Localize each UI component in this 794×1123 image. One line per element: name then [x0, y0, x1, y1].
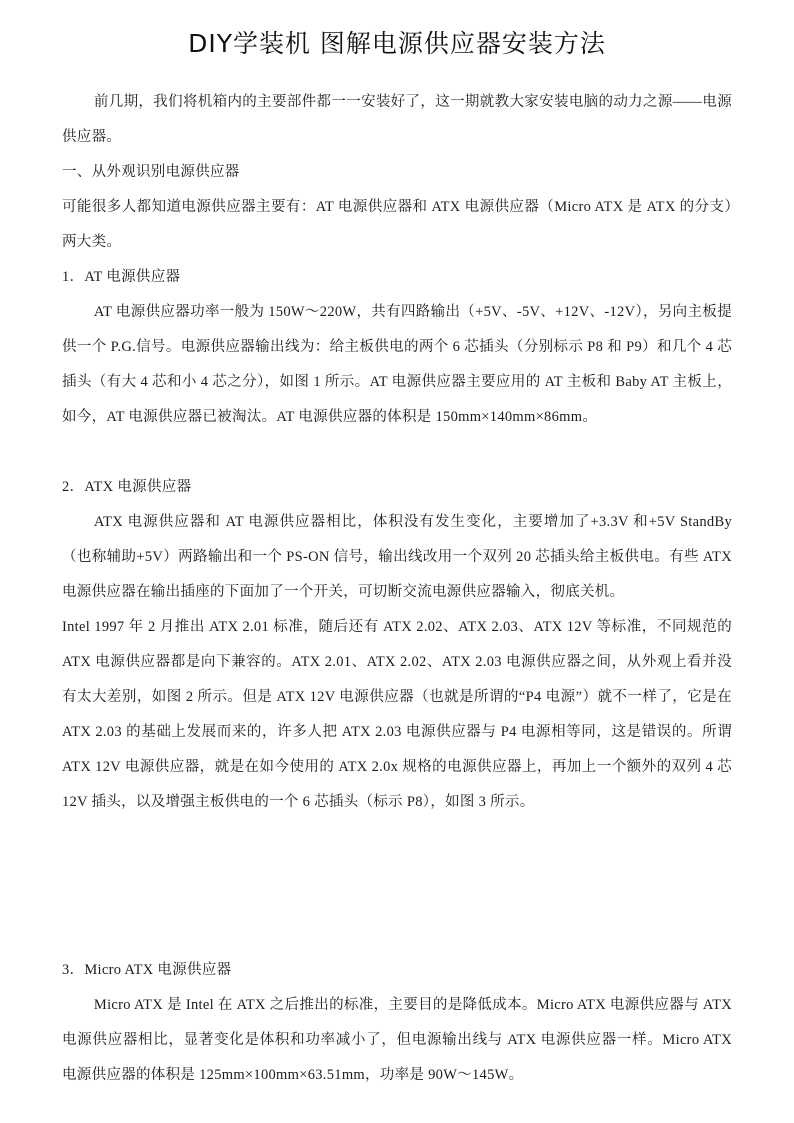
paragraph-micro-atx-psu: Micro ATX 是 Intel 在 ATX 之后推出的标准，主要目的是降低成本。Micro ATX 电源供应器与 ATX 电源供应器相比，显著变化是体积和功率减小了，但电源输出线与 ATX 电源供应器一样。Micro ATX 电源供应器的体积是 125mm×100mm×63.51mm，功率是 90W～145W。: [62, 997, 732, 1083]
paragraph-atx-psu-1: ATX 电源供应器和 AT 电源供应器相比，体积没有发生变化，主要增加了+3.3V 和+5V StandBy（也称辅助+5V）两路输出和一个 PS-ON 信号，输出线改用一个双列 20 芯插头给主板供电。有些 ATX 电源供应器在输出插座的下面加了一个开关，可切断交流电源供应器输入，彻底关机。: [62, 514, 732, 600]
page-title: DIY学装机 图解电源供应器安装方法: [188, 29, 606, 58]
paragraph-intro: 前几期，我们将机箱内的主要部件都一一安装好了，这一期就教大家安装电脑的动力之源——电源供应器。: [62, 94, 732, 145]
paragraph-at-psu: AT 电源供应器功率一般为 150W～220W，共有四路输出（+5V、-5V、+12V、-12V），另向主板提供一个 P.G.信号。电源供应器输出线为：给主板供电的两个 6 芯插头（分别标示 P8 和 P9）和几个 4 芯插头（有大 4 芯和小 4 芯之分），如图 1 所示。AT 电源供应器主要应用的 AT 主板和 Baby AT 主板上，如今，AT 电源供应器已被淘汰。AT 电源供应器的体积是 150mm×140mm×86mm。: [62, 304, 732, 425]
subsection-heading-atx-psu: 2．ATX 电源供应器: [62, 479, 192, 495]
document-body: [62, 85, 732, 1093]
subsection-heading-micro-atx-psu: 3．Micro ATX 电源供应器: [62, 962, 232, 978]
figure-placeholder-1: [62, 435, 732, 470]
subsection-heading-at-psu: 1．AT 电源供应器: [62, 269, 181, 285]
paragraph-atx-psu-2: Intel 1997 年 2 月推出 ATX 2.01 标准，随后还有 ATX 2.02、ATX 2.03、ATX 12V 等标准，不同规范的 ATX 电源供应器都是向下兼容的。ATX 2.01、ATX 2.02、ATX 2.03 电源供应器之间，从外观上看并没有太大差别，如图 2 所示。但是 ATX 12V 电源供应器（也就是所谓的“P4 电源”）就不一样了，它是在 ATX 2.03 的基础上发展而来的，许多人把 ATX 2.03 电源供应器与 P4 电源相等同，这是错误的。所谓 ATX 12V 电源供应器，就是在如今使用的 ATX 2.0x 规格的电源供应器上，再加上一个额外的双列 4 芯 12V 插头，以及增强主板供电的一个 6 芯插头（标示 P8），如图 3 所示。: [62, 619, 732, 810]
section-heading-appearance: 一、从外观识别电源供应器: [62, 164, 240, 180]
figure-placeholder-2: [62, 820, 732, 953]
paragraph-section-lead: 可能很多人都知道电源供应器主要有：AT 电源供应器和 ATX 电源供应器（Micro ATX 是 ATX 的分支）两大类。: [62, 199, 732, 250]
